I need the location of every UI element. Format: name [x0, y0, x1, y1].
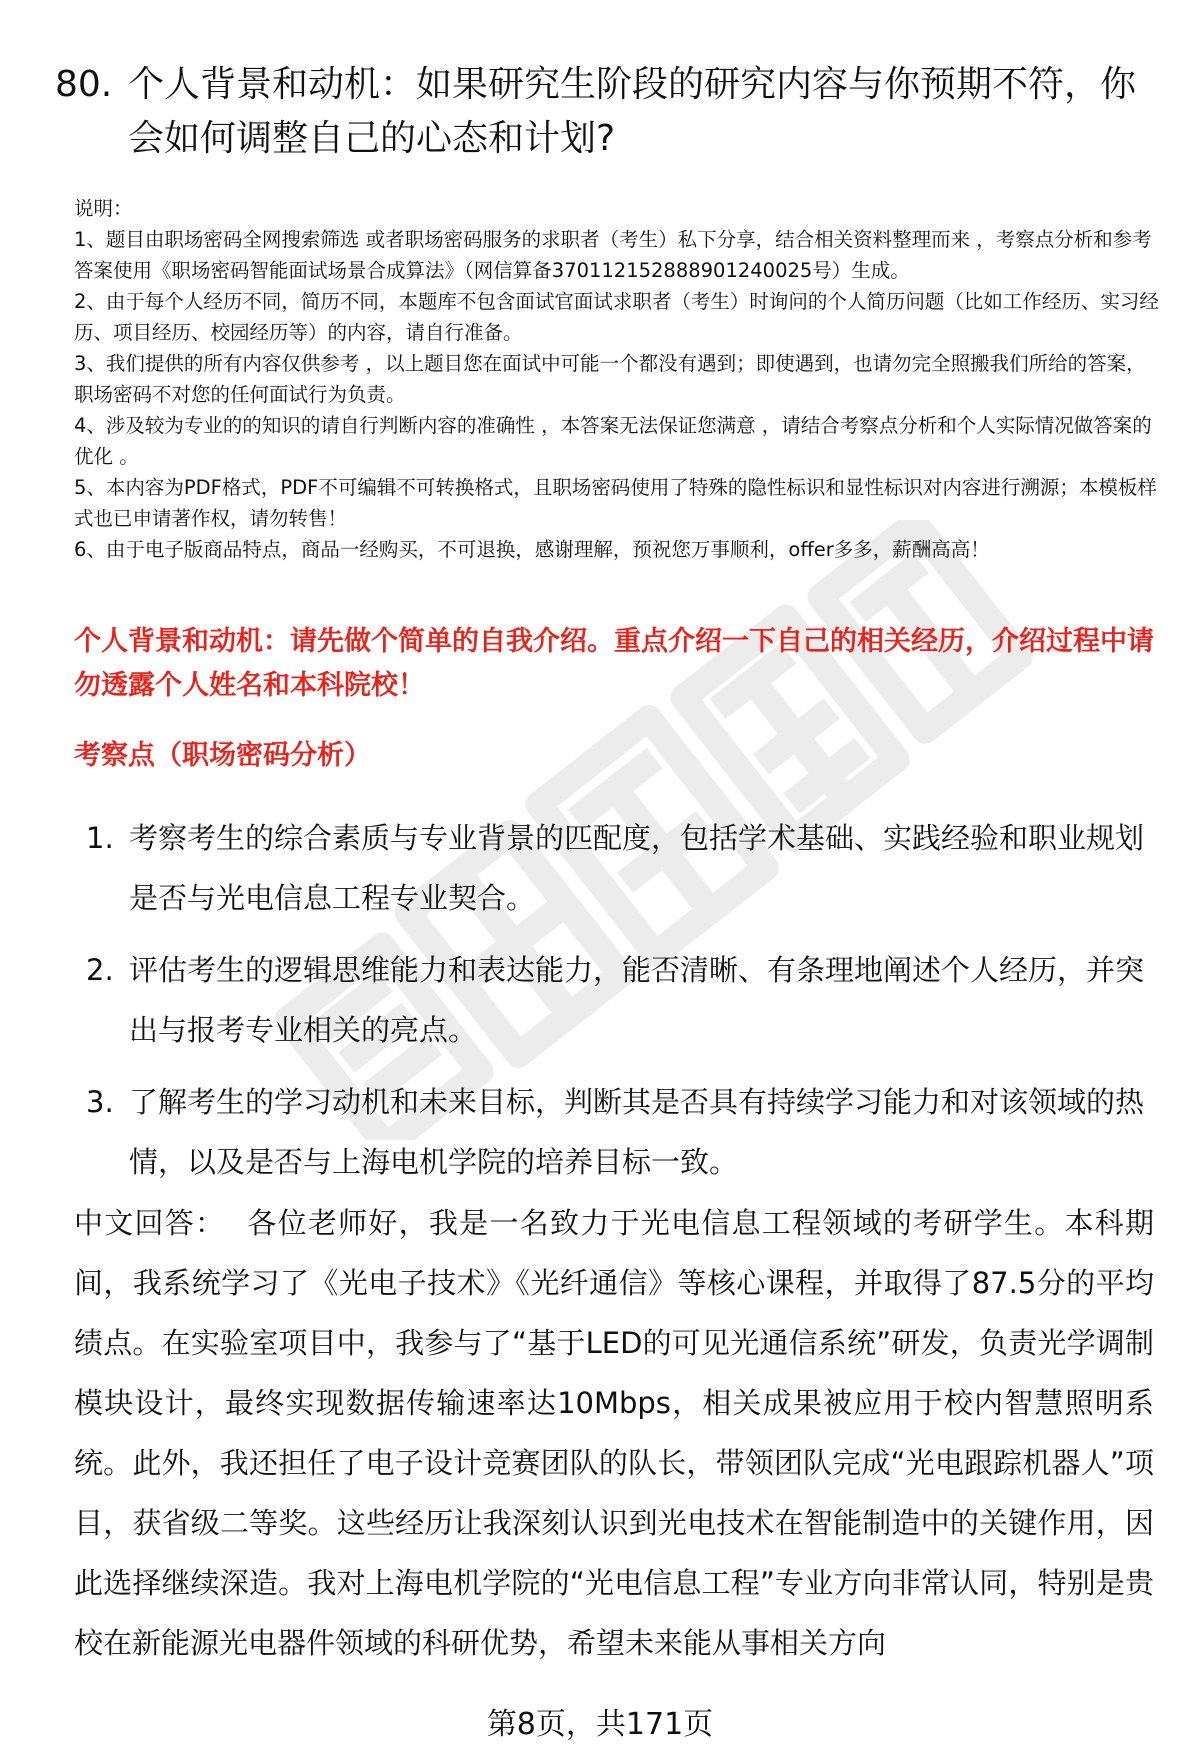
answer-label: 中文回答：: [74, 1206, 226, 1240]
question-title: [55, 58, 1145, 166]
point-number: 1.: [86, 821, 114, 855]
analysis-heading: 考察点（职场密码分析）: [74, 740, 371, 771]
analysis-point: [74, 940, 1164, 1060]
note-item: 4、涉及较为专业的的知识的请自行判断内容的准确性 ，本答案无法保证您满意 ，请结合考察点分析和个人实际情况做答案的优化 。: [74, 414, 1152, 468]
point-text: 了解考生的学习动机和未来目标，判断其是否具有持续学习能力和对该领域的热情，以及是否与上海电机学院的培养目标一致。: [129, 1085, 1145, 1179]
analysis-point: [74, 1072, 1164, 1192]
point-number: 3.: [86, 1085, 114, 1119]
notes-block: [74, 193, 1164, 565]
note-item: 3、我们提供的所有内容仅供参考 ，以上题目您在面试中可能一个都没有遇到；即使遇到，也请勿完全照搬我们所给的答案，职场密码不对您的任何面试行为负责。: [74, 352, 1146, 406]
analysis-point: [74, 808, 1164, 928]
note-item: 6、由于电子版商品特点，商品一经购买，不可退换，感谢理解，预祝您万事顺利，offer多多，薪酬高高！: [74, 538, 990, 561]
answer-text: 各位老师好，我是一名致力于光电信息工程领域的考研学生。本科期间，我系统学习了《光电子技术》《光纤通信》等核心课程，并取得了87.5分的平均绩点。在实验室项目中，我参与了“基于LED的可见光通信系统”研发，负责光学调制模块设计，最终实现数据传输速率达10Mbps，相关成果被应用于校内智慧照明系统。此外，我还担任了电子设计竞赛团队的队长，带领团队完成“光电跟踪机器人”项目，获省级二等奖。这些经历让我深刻认识到光电技术在智能制造中的关键作用，因此选择继续深造。我对上海电机学院的“光电信息工程”专业方向非常认同，特别是贵校在新能源光电器件领域的科研优势，希望未来能从事相关方向: [74, 1206, 1154, 1660]
note-item: 5、本内容为PDF格式，PDF不可编辑不可转换格式，且职场密码使用了特殊的隐性标识和显性标识对内容进行溯源；本模板样式也已申请著作权，请勿转售！: [74, 476, 1157, 530]
question-number: 80.: [55, 64, 113, 105]
point-text: 考察考生的综合素质与专业背景的匹配度，包括学术基础、实践经验和职业规划是否与光电信息工程专业契合。: [129, 821, 1145, 915]
analysis-points: [74, 808, 1164, 1204]
answer-block: [74, 1193, 1154, 1673]
note-item: 2、由于每个人经历不同，简历不同，本题库不包含面试官面试求职者（考生）时询问的个人简历问题（比如工作经历、实习经历、项目经历、校园经历等）的内容，请自行准备。: [74, 290, 1159, 344]
note-item: 1、题目由职场密码全网搜索筛选 或者职场密码服务的求职者（考生）私下分享，结合相关资料整理而来 ，考察点分析和参考答案使用《职场密码智能面试场景合成算法》（网信算备370112152888901240025号）生成。: [74, 228, 1152, 282]
highlighted-question: 个人背景和动机：请先做个简单的自我介绍。重点介绍一下自己的相关经历，介绍过程中请勿透露个人姓名和本科院校！: [74, 626, 1154, 701]
point-text: 评估考生的逻辑思维能力和表达能力，能否清晰、有条理地阐述个人经历，并突出与报考专业相关的亮点。: [129, 953, 1145, 1047]
notes-heading: 说明：: [74, 197, 133, 220]
page-footer: 第8页，共171页: [486, 1707, 714, 1742]
question-text: 个人背景和动机：如果研究生阶段的研究内容与你预期不符，你会如何调整自己的心态和计划?: [128, 64, 1137, 159]
point-number: 2.: [86, 953, 114, 987]
